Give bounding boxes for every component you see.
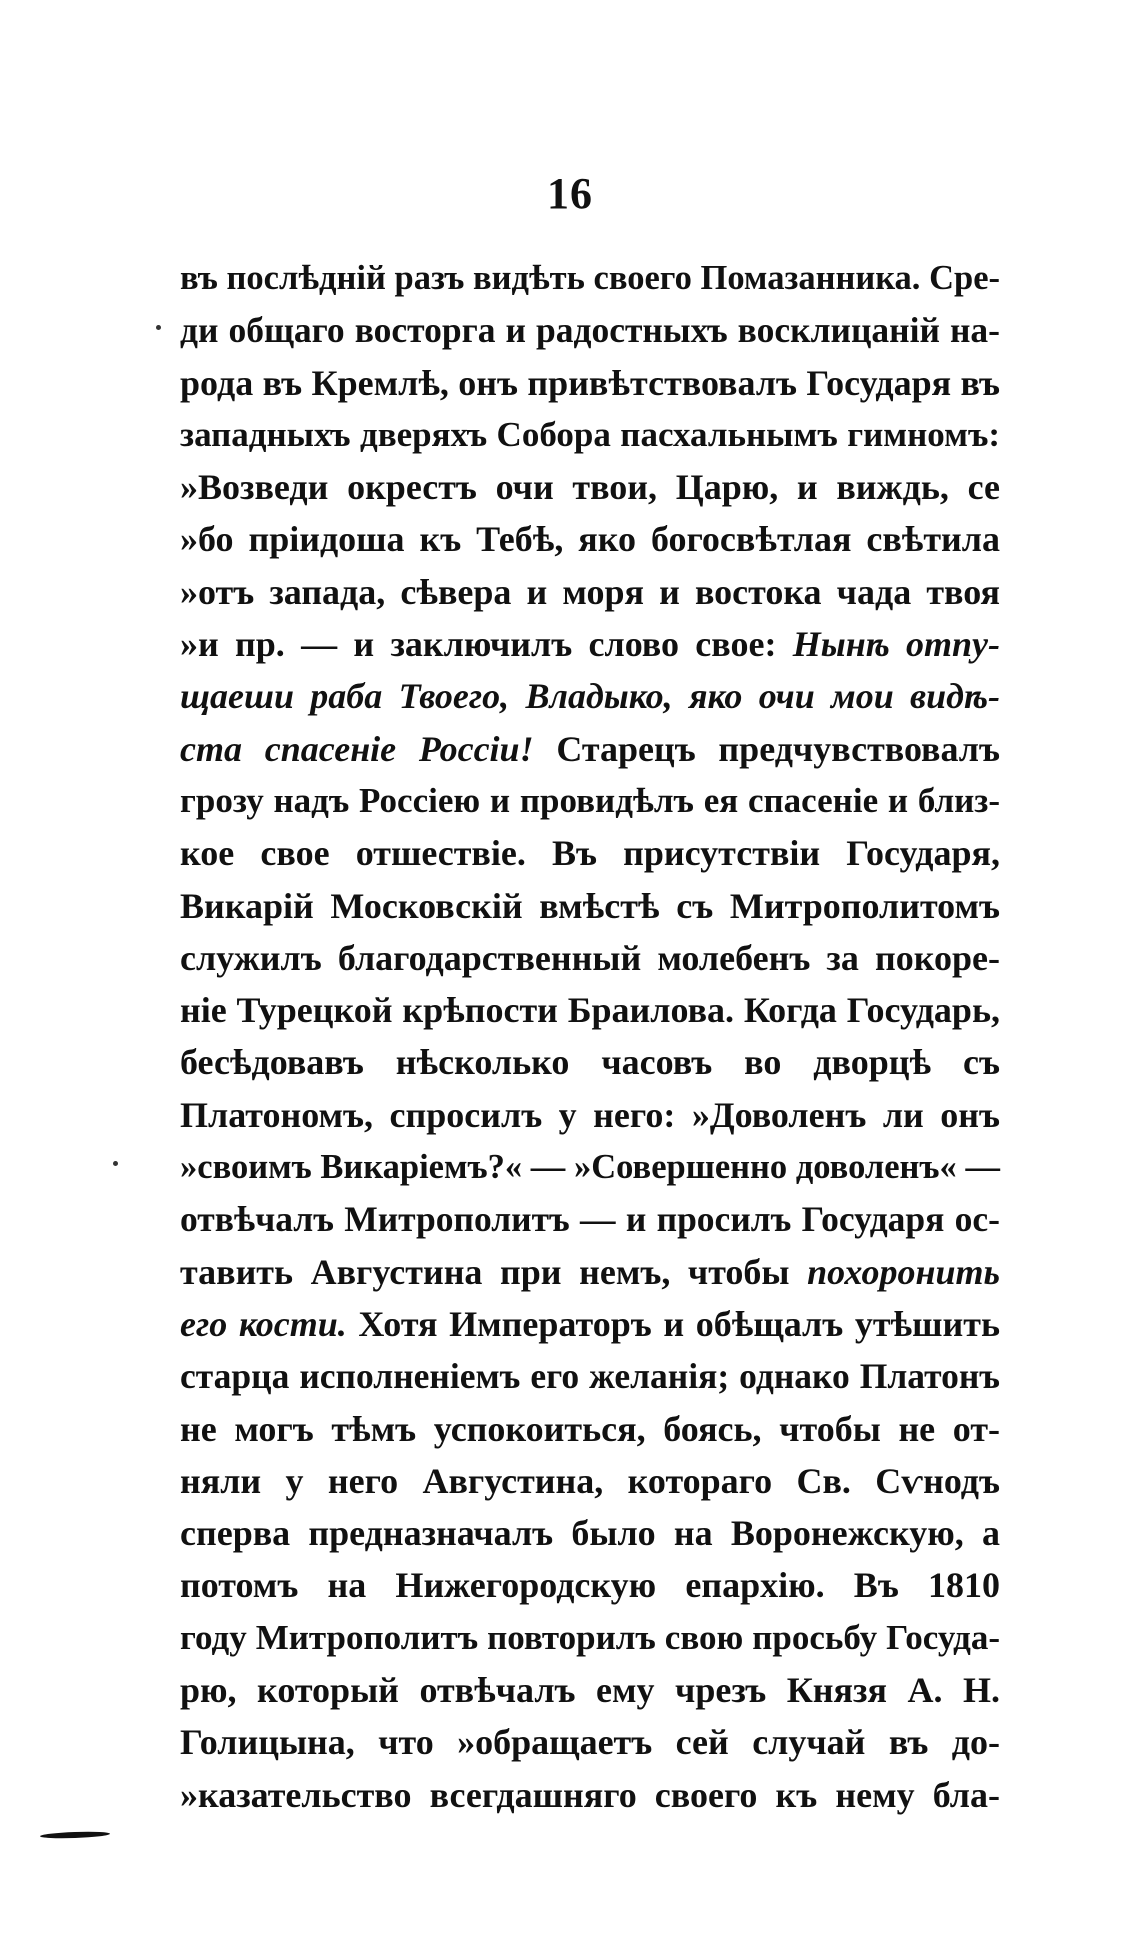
text-segment: Викарій Московскій вмѣстѣ съ Митрополитомъ (180, 885, 1000, 926)
text-segment: Голицына, что »обращаетъ сей случай въ до- (180, 1722, 1000, 1763)
text-line (180, 618, 1000, 670)
text-line (180, 1036, 1000, 1088)
text-segment: отвѣчалъ Митрополитъ — и просилъ Государя ос- (180, 1199, 1000, 1240)
text-line (180, 723, 1000, 775)
text-line (180, 1507, 1000, 1559)
text-line (180, 1455, 1000, 1507)
text-segment: »отъ запада, сѣвера и моря и востока чада твоя (180, 571, 1000, 612)
italic-text-segment: похоронить (807, 1251, 1000, 1292)
text-segment: »и пр. — и заключилъ слово свое: (180, 624, 793, 665)
text-line (180, 1193, 1000, 1245)
text-line (180, 357, 1000, 409)
scan-speck (113, 1161, 118, 1166)
text-segment: Старецъ предчувствовалъ (533, 728, 1000, 769)
text-line (180, 1089, 1000, 1141)
text-line (180, 932, 1000, 984)
text-segment: няли у него Августина, котораго Св. Сѵнодъ (180, 1460, 1000, 1501)
text-segment: тавить Августина при немъ, чтобы (180, 1251, 808, 1292)
text-line (180, 1716, 1000, 1768)
text-line (180, 670, 1000, 722)
italic-text-segment: его кости. (180, 1303, 347, 1344)
text-line (180, 827, 1000, 879)
text-segment: ніе Турецкой крѣпости Браилова. Когда Государь, (180, 990, 1000, 1031)
text-segment: не могъ тѣмъ успокоиться, боясь, чтобы не от- (180, 1408, 1000, 1449)
text-line (180, 566, 1000, 618)
page-number: 16 (547, 169, 593, 218)
text-segment: западныхъ дверяхъ Собора пасхальнымъ гимномъ: (180, 414, 1000, 454)
text-line (180, 1246, 1000, 1298)
text-segment: »казательство всегдашняго своего къ нему бла- (180, 1774, 1000, 1815)
text-line (180, 984, 1000, 1036)
text-segment: Платономъ, спросилъ у него: »Доволенъ ли онъ (180, 1094, 1000, 1135)
italic-text-segment: щаеши раба Твоего, Владыко, яко очи мои видѣ- (180, 676, 1000, 717)
text-segment: Хотя Императоръ и обѣщалъ утѣшить (346, 1303, 1000, 1344)
text-segment: сперва предназначалъ было на Воронежскую, а (180, 1513, 1000, 1554)
text-line (180, 1141, 1000, 1193)
text-line (180, 513, 1000, 565)
text-segment: »своимъ Викаріемъ?« — »Совершенно доволенъ« — (180, 1148, 1000, 1187)
scan-speck (156, 325, 161, 330)
text-line (180, 1298, 1000, 1350)
text-line (180, 461, 1000, 513)
text-line (180, 409, 1000, 461)
text-line (180, 1559, 1000, 1611)
italic-text-segment: ста спасеніе Россіи! (180, 728, 534, 769)
text-segment: потомъ на Нижегородскую епархію. Въ 1810 (180, 1565, 1000, 1606)
text-line (180, 1769, 1000, 1821)
text-line (180, 252, 1000, 304)
text-segment: »Возведи окрестъ очи твои, Царю, и виждь, се (180, 467, 1000, 508)
text-line (180, 1664, 1000, 1716)
text-line (180, 775, 1000, 827)
body-text (180, 252, 1000, 1821)
text-line (180, 880, 1000, 932)
text-segment: »бо пріидоша къ Тебѣ, яко богосвѣтлая свѣтила (180, 519, 1000, 560)
italic-text-segment: Нынѣ отпу- (792, 624, 1001, 665)
text-segment: году Митрополитъ повторилъ свою просьбу Госуда- (180, 1617, 1000, 1657)
text-line (180, 1403, 1000, 1455)
text-segment: грозу надъ Россіею и провидѣлъ ея спасеніе и близ- (180, 780, 1000, 820)
text-segment: кое свое отшествіе. Въ присутствіи Государя, (180, 833, 1000, 874)
text-segment: въ послѣдній разъ видѣть своего Помазанника. Сре- (180, 259, 1000, 297)
text-line (180, 1612, 1000, 1664)
text-segment: служилъ благодарственный молебенъ за покоре- (180, 937, 1000, 978)
text-segment: бесѣдовавъ нѣсколько часовъ во дворцѣ съ (180, 1042, 1000, 1083)
text-line (180, 1350, 1000, 1402)
text-line (180, 304, 1000, 356)
text-segment: старца исполненіемъ его желанія; однако Платонъ (180, 1356, 1000, 1397)
text-segment: рода въ Кремлѣ, онъ привѣтствовалъ Государя въ (180, 362, 1000, 403)
scan-ink-mark (40, 1831, 110, 1839)
text-segment: рю, который отвѣчалъ ему чрезъ Князя А. Н. (180, 1670, 1000, 1711)
text-segment: ди общаго восторга и радостныхъ восклицаній на- (180, 310, 1000, 351)
